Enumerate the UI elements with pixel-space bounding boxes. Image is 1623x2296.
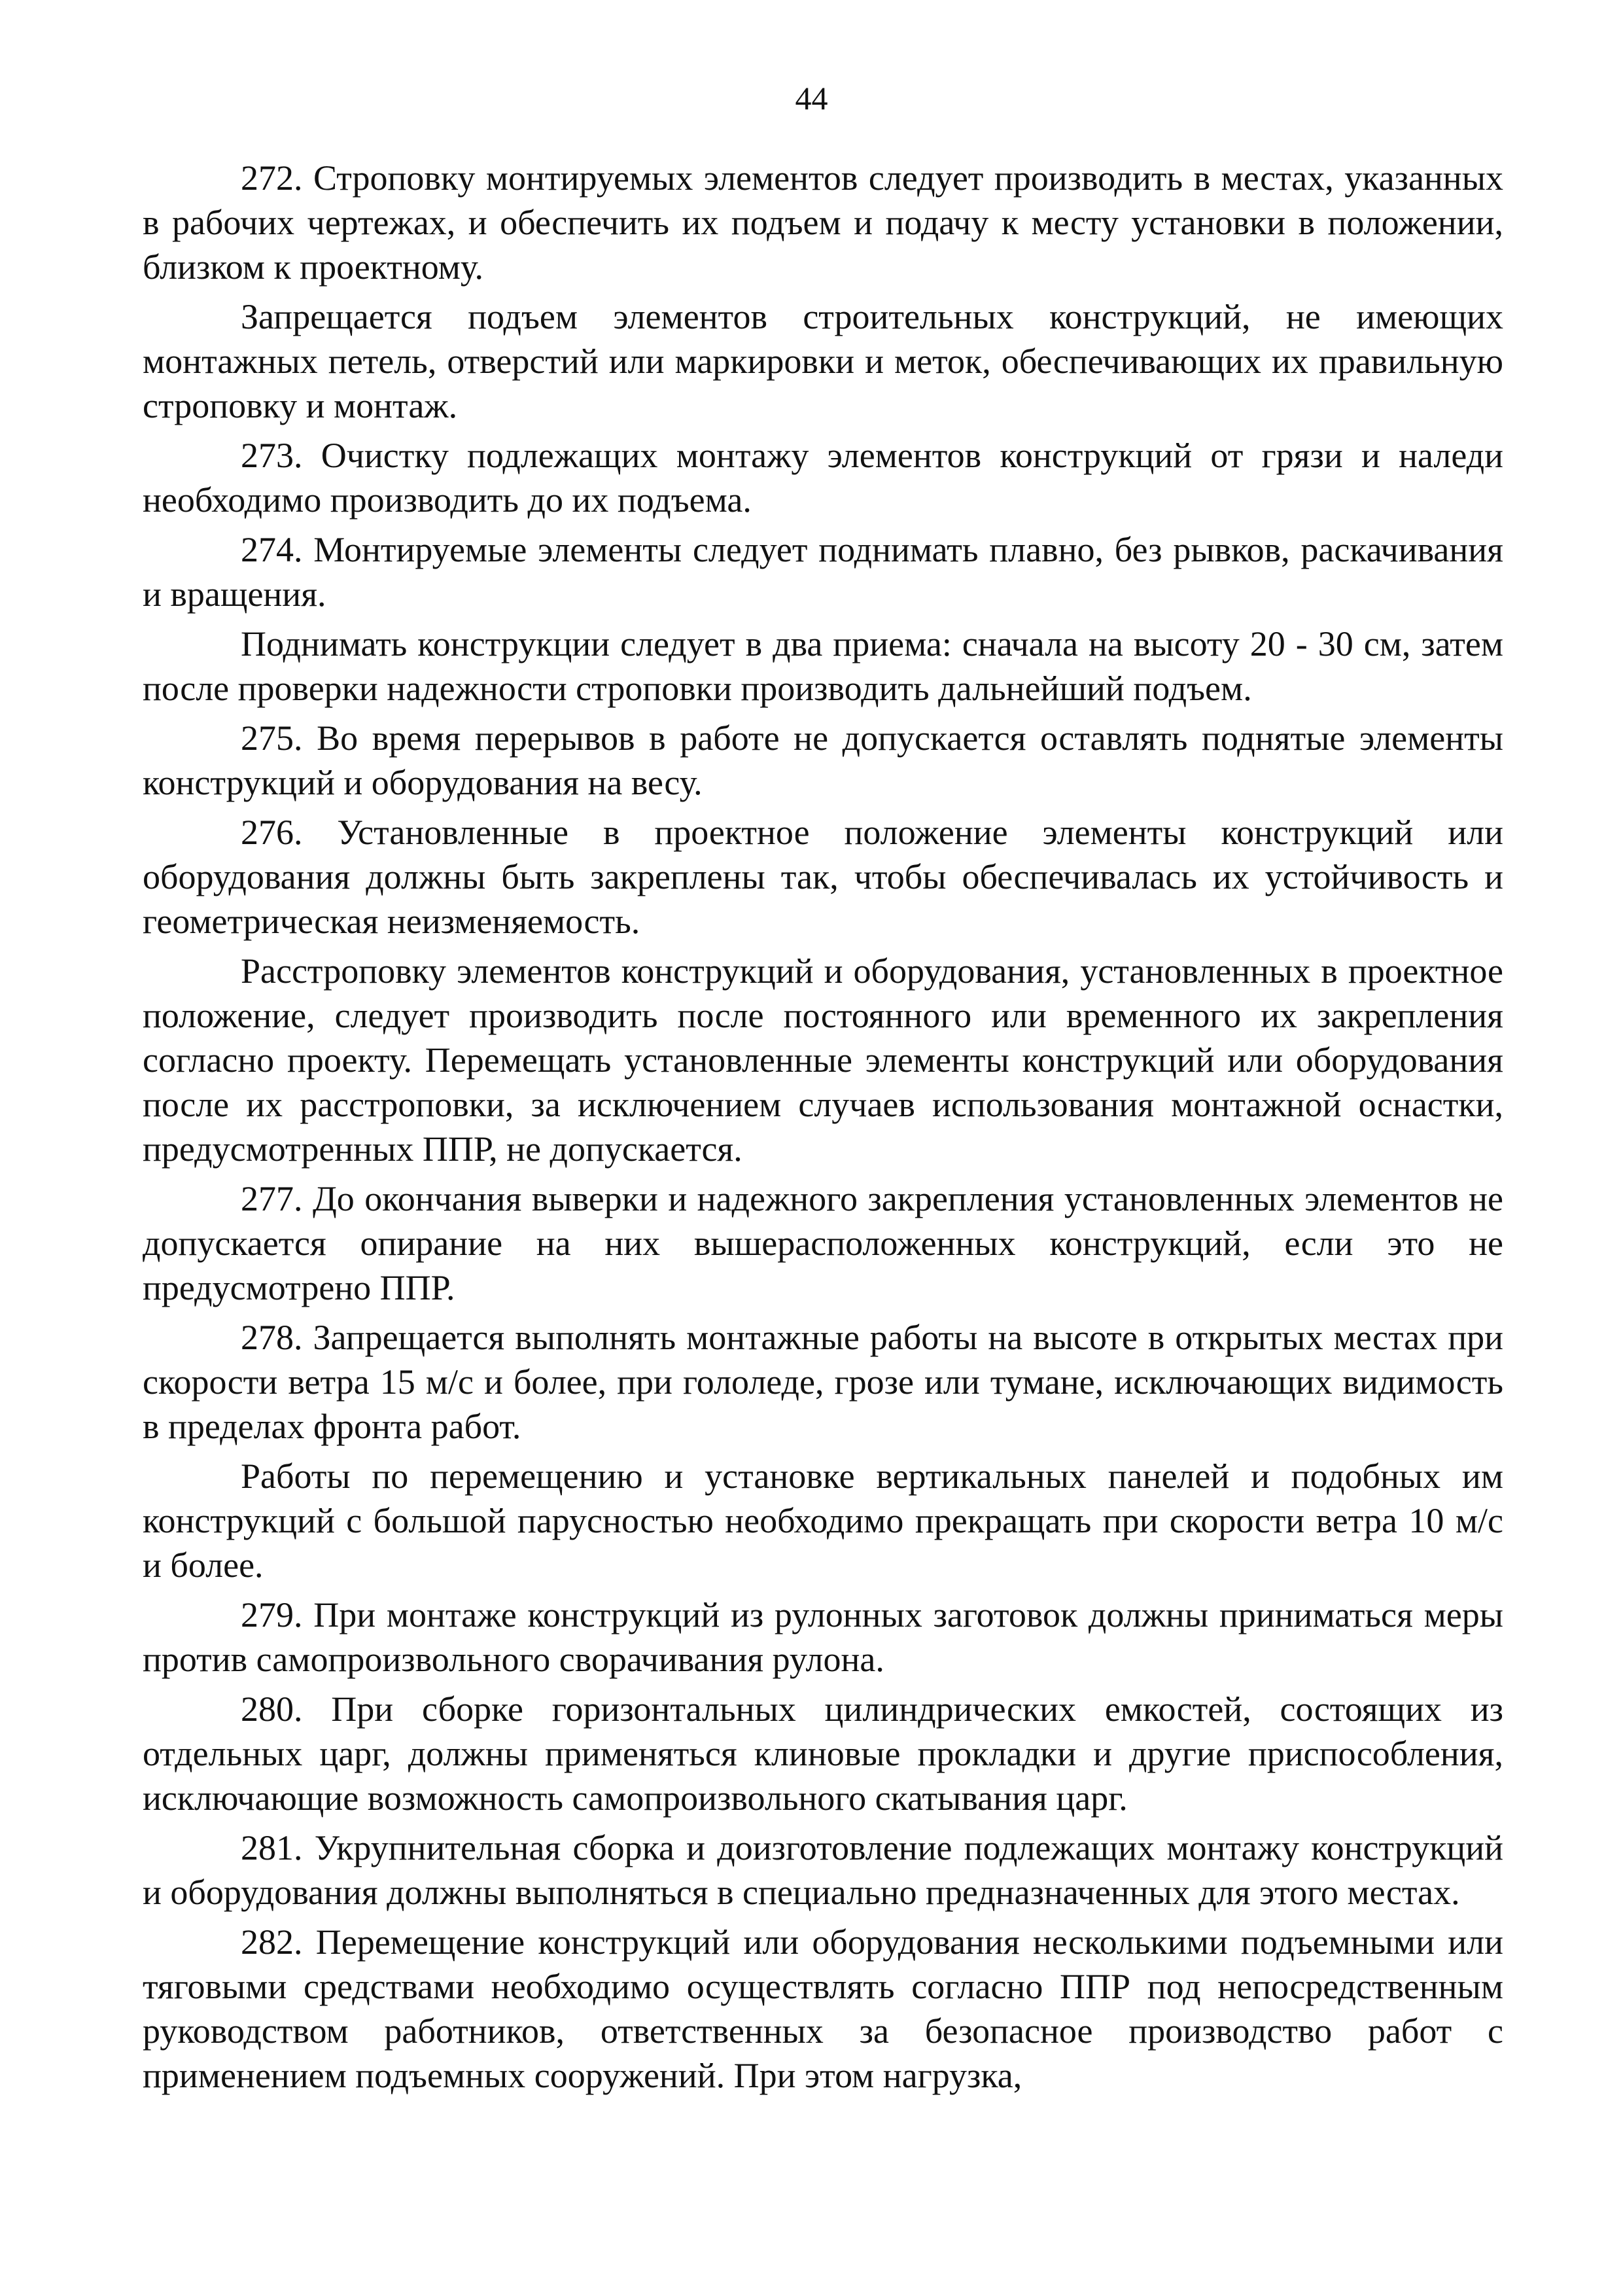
paragraph-274: 274. Монтируемые элементы следует поднимать плавно, без рывков, раскачивания и вращения.	[143, 530, 1503, 614]
paragraph-281: 281. Укрупнительная сборка и доизготовление подлежащих монтажу конструкций и оборудования должны выполняться в специально предназначенных для этого местах.	[143, 1828, 1503, 1912]
paragraph-276: 276. Установленные в проектное положение элементы конструкций или оборудования должны быть закреплены так, чтобы обеспечивалась их устойчивость и геометрическая неизменяемость.	[143, 813, 1503, 941]
paragraph-272: 272. Строповку монтируемых элементов следует производить в местах, указанных в рабочих чертежах, и обеспечить их подъем и подачу к месту установки в положении, близком к проектному.	[143, 158, 1503, 287]
paragraph-273: 273. Очистку подлежащих монтажу элементов конструкций от грязи и наледи необходимо производить до их подъема.	[143, 436, 1503, 520]
paragraph-277: 277. До окончания выверки и надежного закрепления установленных элементов не допускается опирание на них вышерасположенных конструкций, если это не предусмотрено ППР.	[143, 1179, 1503, 1307]
paragraph-276-unslinging: Расстроповку элементов конструкций и оборудования, установленных в проектное положение, следует производить после постоянного или временного их закрепления согласно проекту. Перемещать установленные элементы конструкций или оборудования после их расстроповки, за исключением случаев использования монтажной оснастки, предусмотренных ППР, не допускается.	[143, 951, 1503, 1169]
paragraph-278-panels: Работы по перемещению и установке вертикальных панелей и подобных им конструкций с большой парусностью необходимо прекращать при скорости ветра 10 м/с и более.	[143, 1457, 1503, 1585]
paragraph-274-lifting: Поднимать конструкции следует в два приема: сначала на высоту 20 - 30 см, затем после проверки надежности строповки производить дальнейший подъем.	[143, 624, 1503, 708]
paragraph-275: 275. Во время перерывов в работе не допускается оставлять поднятые элементы конструкций и оборудования на весу.	[143, 718, 1503, 802]
paragraph-282: 282. Перемещение конструкций или оборудования несколькими подъемными или тяговыми средствами необходимо осуществлять согласно ППР под непосредственным руководством работников, ответственных за безопасное производство работ с применением подъемных сооружений. При этом нагрузка,	[143, 1922, 1503, 2095]
page-number: 44	[795, 80, 828, 116]
paragraph-279: 279. При монтаже конструкций из рулонных заготовок должны приниматься меры против самопроизвольного сворачивания рулона.	[143, 1595, 1503, 1679]
document-body	[143, 156, 1503, 2103]
paragraph-278: 278. Запрещается выполнять монтажные работы на высоте в открытых местах при скорости ветра 15 м/с и более, при гололеде, грозе или тумане, исключающих видимость в пределах фронта работ.	[143, 1318, 1503, 1446]
paragraph-280: 280. При сборке горизонтальных цилиндрических емкостей, состоящих из отдельных царг, должны применяться клиновые прокладки и другие приспособления, исключающие возможность самопроизвольного скатывания царг.	[143, 1689, 1503, 1818]
paragraph-272-prohibition: Запрещается подъем элементов строительных конструкций, не имеющих монтажных петель, отверстий или маркировки и меток, обеспечивающих их правильную строповку и монтаж.	[143, 297, 1503, 425]
